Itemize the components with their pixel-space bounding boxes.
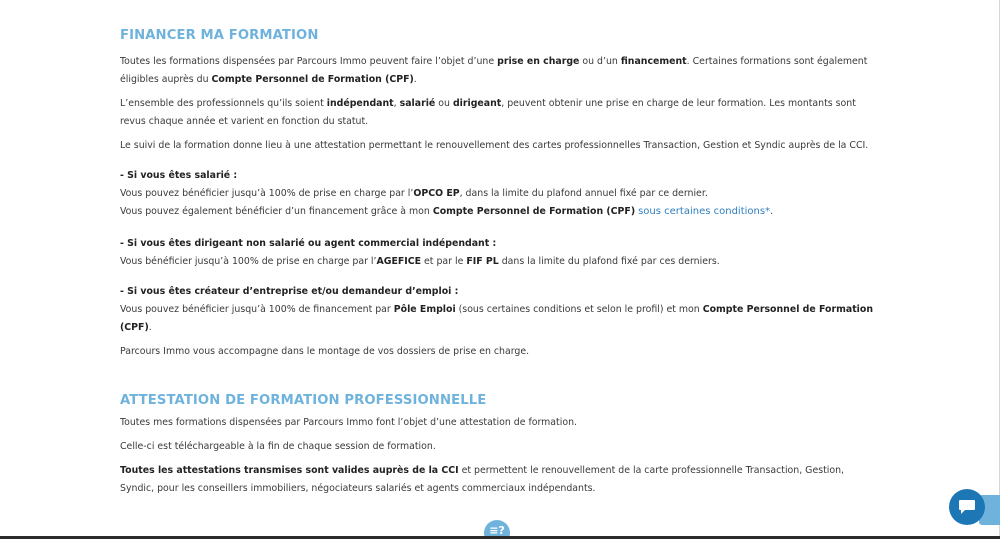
bold-text: Pôle Emploi [393, 304, 456, 315]
bold-text: AGEFICE [376, 256, 422, 267]
bold-text: Compte Personnel de Formation (CPF) [432, 206, 636, 217]
bold-text: salarié [399, 98, 436, 109]
bold-text: financement [620, 56, 687, 67]
bold-text: Compte Personnel de Formation (CPF) [211, 74, 414, 85]
text-span: (sous certaines conditions et selon le profil) et mon [455, 304, 703, 315]
text-span: ou [435, 98, 453, 109]
salarie-block [120, 167, 880, 221]
financer-intro-paragraph [120, 53, 880, 89]
text-span: L’ensemble des professionnels qu’ils soient [120, 98, 327, 109]
dirigeant-line-1 [120, 253, 880, 271]
bold-text: Toutes les attestations transmises sont valides auprès de la CCI [120, 465, 459, 476]
text-span: , dans la limite du plafond annuel fixé par ce dernier. [459, 188, 708, 199]
salarie-line-1 [120, 185, 880, 203]
text-span: . [770, 206, 774, 217]
text-span: Vous pouvez bénéficier jusqu’à 100% de financement par [120, 304, 394, 315]
salarie-line-2 [120, 203, 880, 221]
accompagnement-paragraph: Parcours Immo vous accompagne dans le montage de vos dossiers de prise en charge. [120, 346, 530, 357]
text-span: dans la limite du plafond fixé par ces derniers. [498, 256, 720, 267]
bold-text: OPCO EP [413, 188, 460, 199]
text-span: Vous pouvez bénéficier jusqu’à 100% de prise en charge par l’ [120, 188, 414, 199]
text-span: Vous pouvez également bénéficier d’un financement grâce à mon [120, 206, 433, 217]
bold-text: prise en charge [497, 56, 580, 67]
text-span: . [148, 322, 152, 333]
bold-text: FIF PL [466, 256, 499, 267]
help-icon: ≡? [489, 523, 505, 537]
salarie-heading: - Si vous êtes salarié : [120, 170, 238, 181]
attestation-paragraph-2: Celle-ci est téléchargeable à la fin de chaque session de formation. [120, 441, 436, 452]
createur-heading: - Si vous êtes créateur d’entreprise et/ou demandeur d’emploi : [120, 286, 459, 297]
text-span: et par le [421, 256, 467, 267]
suivi-paragraph: Le suivi de la formation donne lieu à une attestation permettant le renouvellement des cartes professionnelles Transaction, Gestion et Syndic auprès de la CCI. [120, 140, 869, 151]
createur-block [120, 283, 880, 337]
attestation-paragraph-1: Toutes mes formations dispensées par Parcours Immo font l’objet d’une attestation de formation. [120, 417, 577, 428]
text-span: , [393, 98, 400, 109]
text-span: Toutes les formations dispensées par Parcours Immo peuvent faire l’objet d’une [120, 56, 498, 67]
main-content [120, 28, 880, 498]
professionals-paragraph [120, 95, 880, 131]
bold-text: dirigeant [452, 98, 502, 109]
section-title-financer: FINANCER MA FORMATION [120, 28, 319, 43]
text-span: . [413, 74, 417, 85]
section-title-attestation: ATTESTATION DE FORMATION PROFESSIONNELLE [120, 393, 487, 408]
text-span: , peuvent obtenir une prise en charge de leur formation. Les montants sont revus chaque année et varient en fonction du statut. [120, 98, 856, 127]
bold-text: indépendant [326, 98, 394, 109]
dirigeant-heading: - Si vous êtes dirigeant non salarié ou agent commercial indépendant : [120, 238, 497, 249]
text-span: et permettent le renouvellement de la carte professionnelle Transaction, Gestion, Syndic, pour les conseillers immobiliers, négociateurs salariés et agents commerciaux indépendants. [120, 465, 845, 494]
conditions-link[interactable]: sous certaines conditions* [638, 206, 771, 217]
chat-button[interactable] [949, 489, 985, 525]
bold-text: Compte Personnel de Formation (CPF) [120, 304, 874, 333]
text-span: Vous bénéficier jusqu’à 100% de prise en charge par l’ [120, 256, 377, 267]
text-span: ou d’un [579, 56, 621, 67]
createur-line-1 [120, 301, 880, 337]
dirigeant-block [120, 235, 880, 271]
chat-bubble-icon [958, 499, 976, 515]
text-span: . Certaines formations sont également éligibles auprès du [120, 56, 868, 85]
attestation-paragraph-3 [120, 462, 880, 498]
